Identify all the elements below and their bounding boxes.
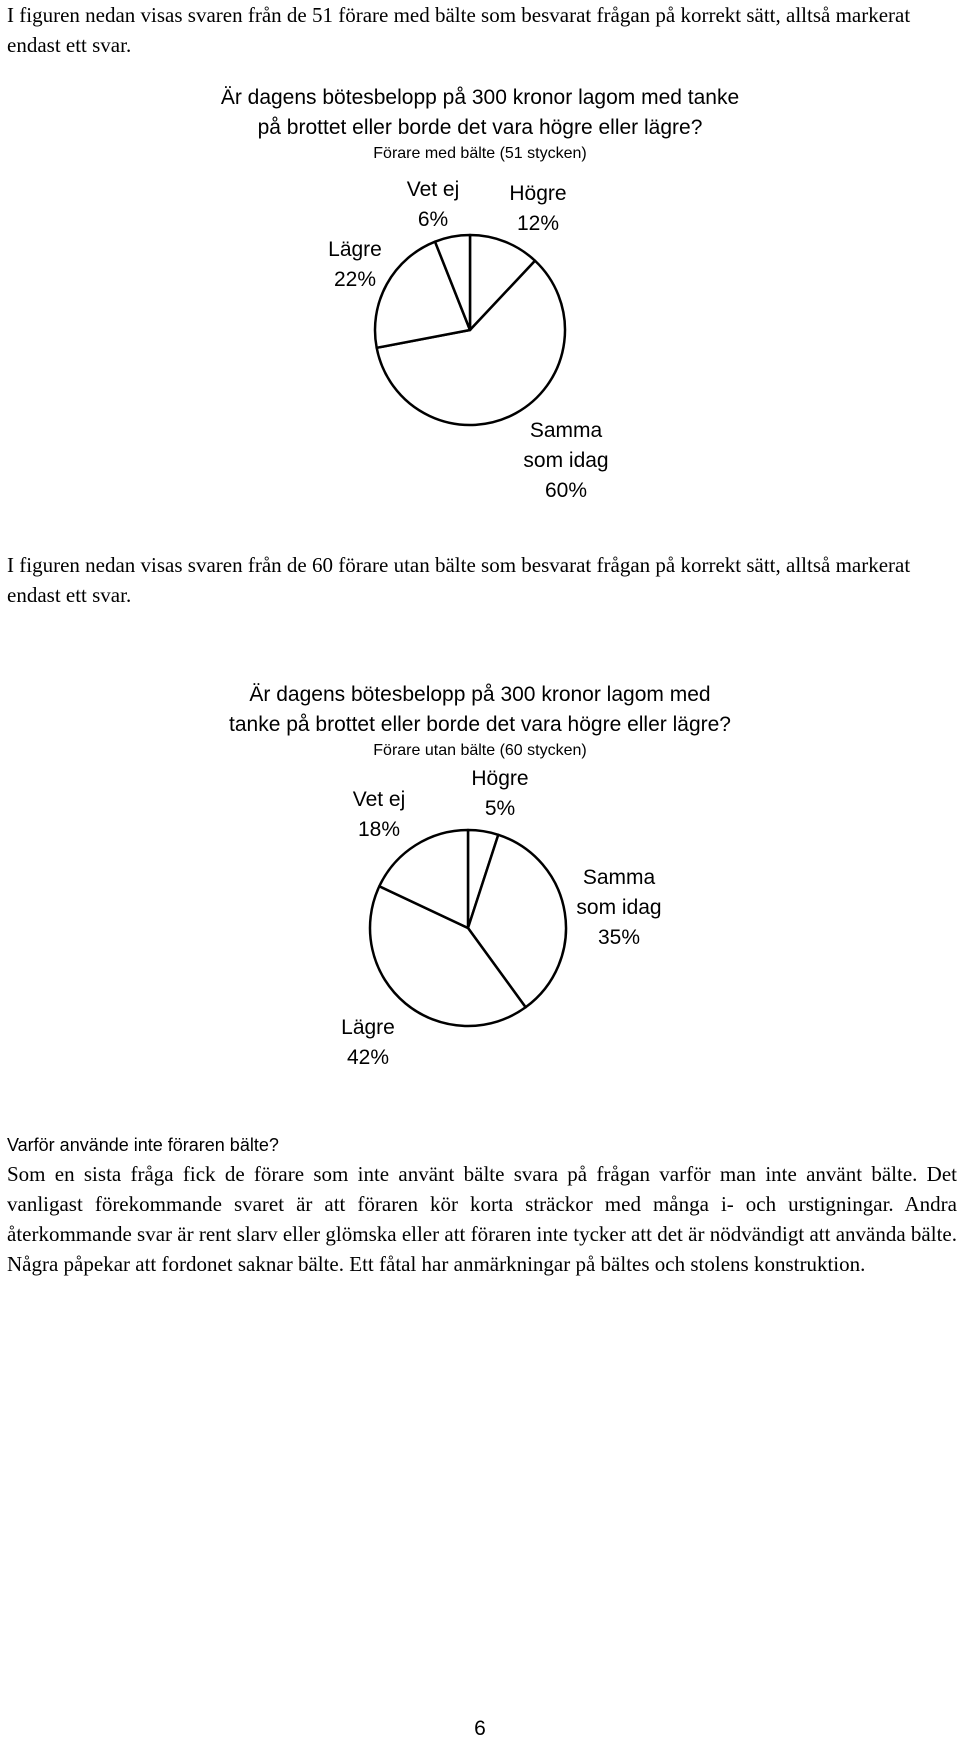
chart-2-label-samma-som-idag: Samma som idag 35% xyxy=(576,866,662,949)
chart-2-label-vet-ej: Vet ej 18% xyxy=(352,788,406,841)
section-heading: Varför använde inte föraren bälte? xyxy=(7,1135,279,1155)
chart-1-question-line-1: Är dagens bötesbelopp på 300 kronor lagom med tanke xyxy=(220,86,740,109)
chart-1-label-vet-ej: Vet ej 6% xyxy=(406,178,460,231)
chart-2-subtitle: Förare utan bälte (60 stycken) xyxy=(373,742,587,759)
intro-paragraph-2 xyxy=(7,550,957,610)
section-text: Som en sista fråga fick de förare som inte använt bälte svara på frågan varför man inte använt bälte. Det vanligast förekommande svaret är att föraren kör korta sträckor med många i- och urstigningar. Andra återkommande svar är rent slarv eller glömska eller att föraren inte tycker att det är nödvändigt att använda bälte. Några påpekar att fordonet saknar bälte. Ett fåtal har anmärkningar på bältes och stolens konstruktion. xyxy=(7,1162,957,1276)
intro-text-2: I figuren nedan visas svaren från de 60 förare utan bälte som besvarat frågan på korrekt sätt, alltså markerat endast ett svar. xyxy=(7,553,911,607)
chart-2-label-högre: Högre 5% xyxy=(471,767,529,820)
section-paragraph xyxy=(7,1159,957,1279)
chart-1-label-högre: Högre 12% xyxy=(509,182,567,235)
chart-2-question-line-2: tanke på brottet eller borde det vara högre eller lägre? xyxy=(229,713,731,736)
page-number: 6 xyxy=(474,1717,486,1740)
chart-2-question-line-1: Är dagens bötesbelopp på 300 kronor lagom med xyxy=(249,683,711,706)
chart-1-subtitle: Förare med bälte (51 stycken) xyxy=(373,145,587,162)
chart-1-label-lägre: Lägre 22% xyxy=(328,238,382,291)
pie-chart-1 xyxy=(0,0,960,500)
intro-text-1: I figuren nedan visas svaren från de 51 förare med bälte som besvarat frågan på korrekt sätt, alltså markerat endast ett svar. xyxy=(7,3,911,57)
chart-1-label-samma-som-idag: Samma som idag 60% xyxy=(523,419,609,500)
chart-2-label-lägre: Lägre 42% xyxy=(341,1016,395,1069)
chart-1-question-line-2: på brottet eller borde det vara högre eller lägre? xyxy=(257,116,703,139)
pie-chart-2 xyxy=(0,700,960,1100)
